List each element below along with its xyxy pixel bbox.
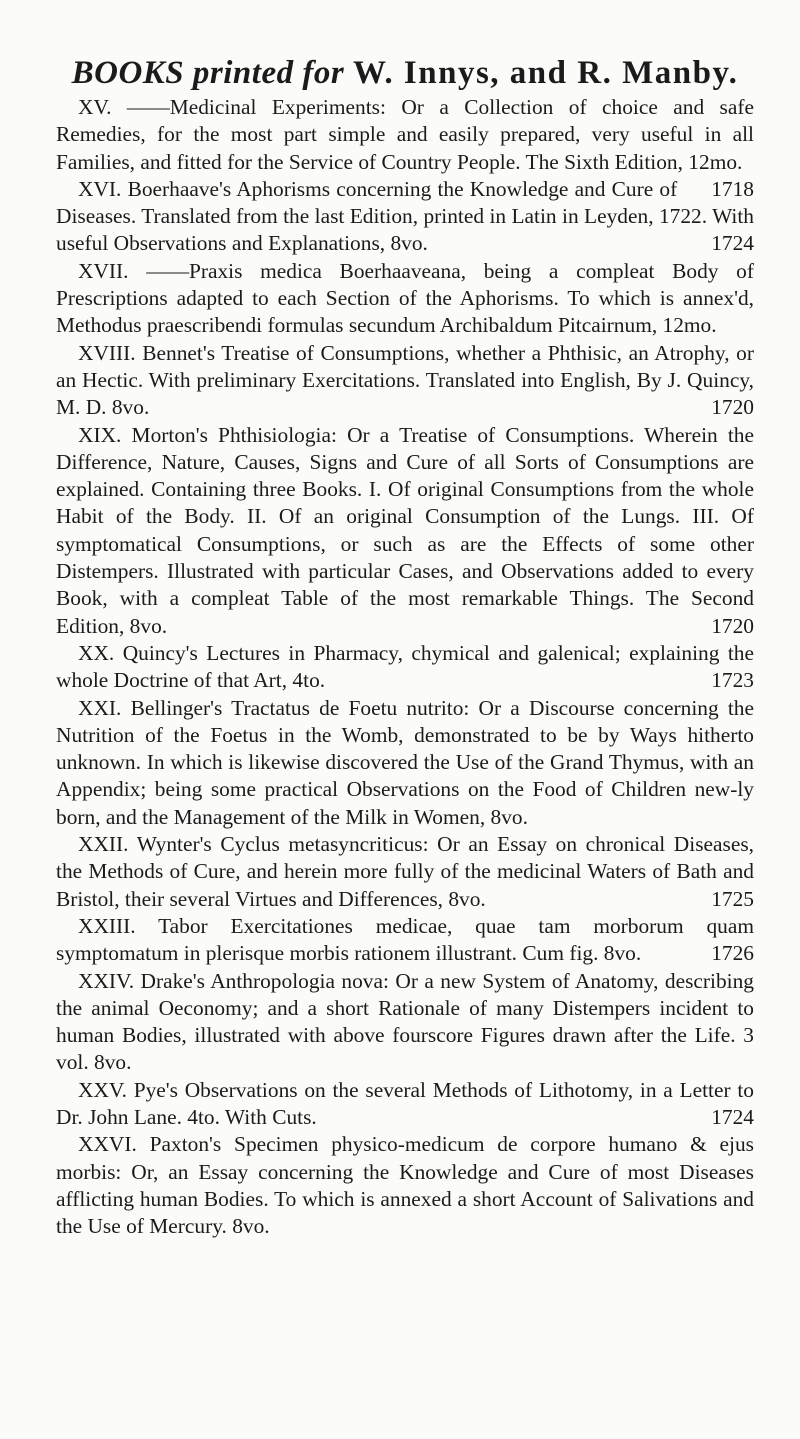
entry-number: XXVI. [78, 1132, 137, 1157]
entry-year: 1720 [711, 613, 754, 638]
entry-description: Bennet's Treatise of Consumptions, whether a Phthisic, an Atrophy, or an Hectic. With preliminary Exercitations. Translated into English, By J. Quincy, M. D. 8vo. [56, 340, 754, 420]
book-entry [56, 968, 754, 1077]
entry-year: 1724 [711, 1104, 754, 1129]
entry-number: XXIV. [78, 968, 135, 993]
entry-description: ——Praxis medica Boerhaaveana, being a compleat Body of Prescriptions adapted to each Section of the Aphorisms. To which is annex'd, Methodus praescribendi formulas secundum Archibaldum Pitcairnum, 12mo. [56, 258, 754, 338]
book-entry [56, 258, 754, 340]
book-entry [56, 831, 754, 913]
page-header [56, 55, 754, 92]
entry-description: Drake's Anthropologia nova: Or a new System of Anatomy, describing the animal Oeconomy; and a short Rationale of many Distempers incident to human Bodies, illustrated with above fourscore Figures drawn after the Life. 3 vol. 8vo. [56, 968, 754, 1075]
entry-number: XX. [78, 640, 115, 665]
entry-description: Quincy's Lectures in Pharmacy, chymical and galenical; explaining the whole Doctrine of that Art, 4to. [56, 640, 754, 693]
entry-description: Bellinger's Tractatus de Foetu nutrito: Or a Discourse concerning the Nutrition of the Foetus in the Womb, demonstrated to be by Ways hitherto unknown. In which is likewise discovered the Use of the Grand Thymus, with an Appendix; being some practical Observations on the Food of Children new-ly born, and the Management of the Milk in Women, 8vo. [56, 695, 754, 829]
entry-year: 1725 [711, 886, 754, 911]
entry-description: Paxton's Specimen physico-medicum de corpore humano & ejus morbis: Or, an Essay concerning the Knowledge and Cure of most Diseases afflicting human Bodies. To which is annexed a short Account of Salivations and the Use of Mercury. 8vo. [56, 1132, 754, 1239]
book-list [56, 94, 754, 1240]
header-prefix: BOOKS printed for [71, 55, 345, 91]
entry-description: Wynter's Cyclus metasyncriticus: Or an Essay on chronical Diseases, the Methods of Cure, and herein more fully of the medicinal Waters of Bath and Bristol, their several Virtues and Differences, 8vo. [56, 832, 754, 911]
entry-number: XVIII. [78, 340, 136, 365]
entry-description: ——Medicinal Experiments: Or a Collection of choice and safe Remedies, for the most part simple and easily prepared, very useful in all Families, and fitted for the Service of Country People. The Sixth Edition, 12mo. [56, 95, 754, 174]
book-entry [56, 1077, 754, 1132]
entry-description: Morton's Phthisiologia: Or a Treatise of Consumptions. Wherein the Difference, Nature, Causes, Signs and Cure of all Sorts of Consumptions are explained. Containing three Books. I. Of original Consumptions from the whole Habit of the Body. II. Of an original Consumption of the Lungs. III. Of symptomatical Consumptions, or such as are the Effects of some other Distempers. Illustrated with particular Cases, and Observations added to every Book, with a compleat Table of the most remarkable Things. The Second Edition, 8vo. [56, 422, 754, 638]
entry-year: 1723 [711, 668, 754, 693]
entry-number: XV. [78, 95, 112, 119]
entry-description: Tabor Exercitationes medicae, quae tam morborum quam symptomatum in plerisque morbis rationem illustrant. Cum fig. 8vo. [56, 913, 754, 966]
entry-number: XXI. [78, 695, 122, 720]
book-entry [56, 1131, 754, 1240]
entry-number: XXII. [78, 832, 129, 857]
entry-number: XVI. [78, 176, 122, 201]
entry-year: 1726 [711, 941, 754, 966]
book-entry [56, 913, 754, 968]
entry-description: Pye's Observations on the several Methods of Lithotomy, in a Letter to Dr. John Lane. 4to. With Cuts. [56, 1077, 754, 1129]
entry-year: 1720 [711, 395, 754, 420]
book-entry [56, 695, 754, 831]
entry-year: 1718 [711, 176, 754, 201]
entry-number: XIX. [78, 422, 122, 447]
book-entry [56, 640, 754, 695]
entry-year: 1724 [711, 231, 754, 256]
book-entry [56, 176, 754, 258]
entry-number: XXIII. [78, 913, 136, 938]
book-entry [56, 340, 754, 422]
entry-description: Boerhaave's Aphorisms concerning the Knowledge and Cure of Diseases. Translated from the last Edition, printed in Latin in Leyden, 1722. With useful Observations and Explanations, 8vo. [56, 176, 754, 256]
book-entry [56, 422, 754, 640]
entry-number: XXV. [78, 1077, 127, 1102]
header-publishers: W. Innys, and R. Manby. [352, 55, 739, 91]
entry-number: XVII. [78, 258, 129, 283]
